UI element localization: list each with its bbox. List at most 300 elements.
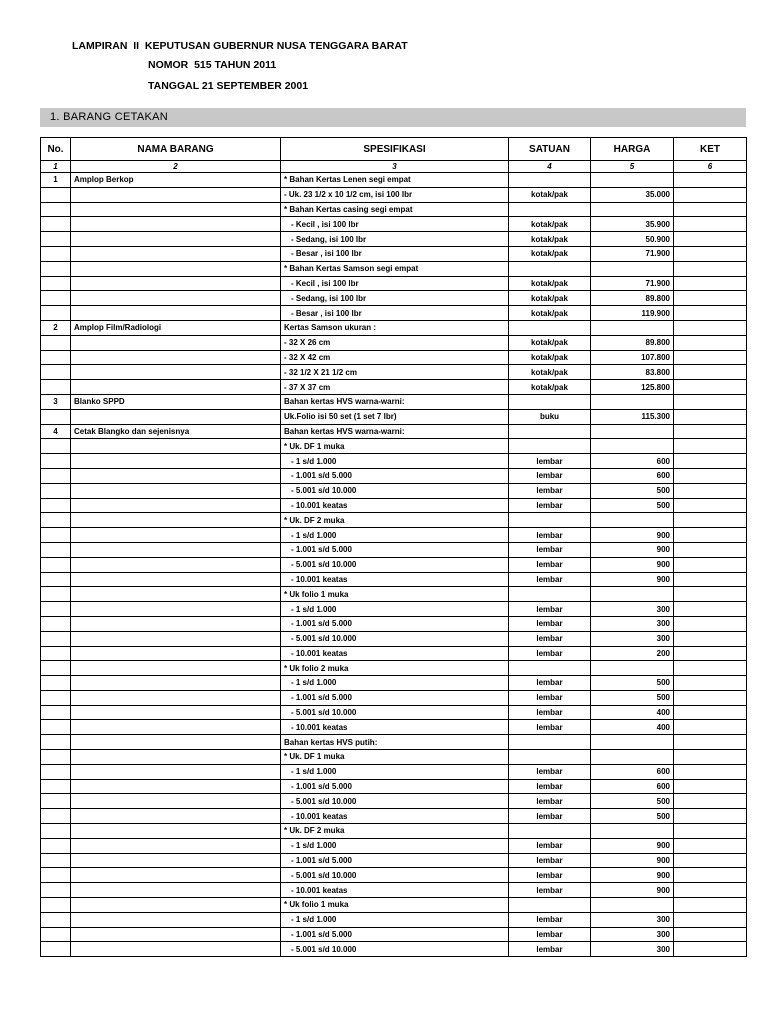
cell-harga: 900 (591, 853, 674, 868)
table-row (41, 513, 747, 528)
cell-harga: 300 (591, 631, 674, 646)
cell-nama-barang (71, 439, 281, 454)
table-row (41, 690, 747, 705)
cell-spesifikasi: - Kecil , isi 100 lbr (281, 217, 509, 232)
cell-harga: 500 (591, 794, 674, 809)
cell-nama-barang (71, 676, 281, 691)
cell-nama-barang (71, 468, 281, 483)
cell-spesifikasi: * Uk. DF 2 muka (281, 513, 509, 528)
cell-spesifikasi: - 5.001 s/d 10.000 (281, 631, 509, 646)
cell-harga: 400 (591, 705, 674, 720)
cell-satuan: lembar (509, 572, 591, 587)
cell-ket (674, 261, 747, 276)
cell-nama-barang (71, 202, 281, 217)
cell-no (41, 291, 71, 306)
cell-spesifikasi: - 1 s/d 1.000 (281, 528, 509, 543)
cell-satuan (509, 202, 591, 217)
cell-no (41, 690, 71, 705)
table-row (41, 483, 747, 498)
cell-spesifikasi: Kertas Samson ukuran : (281, 320, 509, 335)
cell-ket (674, 794, 747, 809)
col-number: 5 (591, 161, 674, 173)
cell-ket (674, 883, 747, 898)
cell-satuan: lembar (509, 794, 591, 809)
cell-spesifikasi: - 1.001 s/d 5.000 (281, 468, 509, 483)
cell-harga: 71.900 (591, 246, 674, 261)
cell-ket (674, 320, 747, 335)
cell-satuan (509, 824, 591, 839)
cell-nama-barang (71, 646, 281, 661)
cell-satuan: kotak/pak (509, 217, 591, 232)
cell-no (41, 602, 71, 617)
cell-satuan (509, 661, 591, 676)
header-line-1: LAMPIRAN II KEPUTUSAN GUBERNUR NUSA TENGGARA BARAT (72, 40, 408, 52)
cell-satuan: lembar (509, 483, 591, 498)
cell-harga: 300 (591, 602, 674, 617)
table-row (41, 424, 747, 439)
cell-no (41, 483, 71, 498)
cell-satuan: lembar (509, 631, 591, 646)
cell-no (41, 498, 71, 513)
cell-nama-barang (71, 261, 281, 276)
cell-nama-barang (71, 542, 281, 557)
cell-nama-barang (71, 528, 281, 543)
table-row (41, 350, 747, 365)
cell-harga: 900 (591, 572, 674, 587)
table-row (41, 173, 747, 188)
cell-no (41, 350, 71, 365)
cell-spesifikasi: - Sedang, isi 100 lbr (281, 291, 509, 306)
cell-satuan (509, 439, 591, 454)
table-row (41, 380, 747, 395)
cell-spesifikasi: - Uk. 23 1/2 x 10 1/2 cm, isi 100 lbr (281, 187, 509, 202)
cell-satuan: lembar (509, 705, 591, 720)
cell-spesifikasi: - 1.001 s/d 5.000 (281, 542, 509, 557)
table-row (41, 528, 747, 543)
cell-spesifikasi: * Uk. DF 1 muka (281, 750, 509, 765)
col-header-no: No. (41, 138, 71, 161)
cell-satuan: lembar (509, 676, 591, 691)
cell-harga: 300 (591, 912, 674, 927)
col-number: 4 (509, 161, 591, 173)
cell-no (41, 187, 71, 202)
table-row (41, 838, 747, 853)
cell-nama-barang (71, 291, 281, 306)
cell-harga: 300 (591, 942, 674, 957)
cell-no (41, 380, 71, 395)
cell-spesifikasi: - 1 s/d 1.000 (281, 676, 509, 691)
cell-nama-barang: Blanko SPPD (71, 394, 281, 409)
cell-harga: 500 (591, 809, 674, 824)
col-number: 2 (71, 161, 281, 173)
cell-spesifikasi: * Uk folio 1 muka (281, 587, 509, 602)
table-header-row (41, 138, 747, 161)
cell-no (41, 631, 71, 646)
cell-nama-barang (71, 927, 281, 942)
cell-no (41, 557, 71, 572)
cell-harga: 900 (591, 868, 674, 883)
cell-spesifikasi: - 10.001 keatas (281, 572, 509, 587)
table-row (41, 809, 747, 824)
cell-nama-barang (71, 794, 281, 809)
cell-nama-barang: Amplop Berkop (71, 173, 281, 188)
cell-satuan: kotak/pak (509, 276, 591, 291)
cell-spesifikasi: - 10.001 keatas (281, 720, 509, 735)
cell-spesifikasi: - 10.001 keatas (281, 646, 509, 661)
cell-satuan: lembar (509, 557, 591, 572)
cell-no (41, 261, 71, 276)
cell-satuan: lembar (509, 616, 591, 631)
cell-nama-barang (71, 838, 281, 853)
cell-ket (674, 365, 747, 380)
cell-ket (674, 202, 747, 217)
cell-nama-barang (71, 720, 281, 735)
cell-nama-barang (71, 750, 281, 765)
cell-satuan: lembar (509, 927, 591, 942)
cell-ket (674, 409, 747, 424)
cell-nama-barang (71, 616, 281, 631)
cell-no (41, 676, 71, 691)
cell-spesifikasi: Bahan kertas HVS warna-warni: (281, 424, 509, 439)
table-row (41, 232, 747, 247)
cell-spesifikasi: * Uk folio 1 muka (281, 898, 509, 913)
cell-nama-barang (71, 898, 281, 913)
cell-ket (674, 380, 747, 395)
col-header-nama-barang: NAMA BARANG (71, 138, 281, 161)
cell-no (41, 868, 71, 883)
cell-nama-barang (71, 498, 281, 513)
cell-satuan: lembar (509, 883, 591, 898)
cell-no: 4 (41, 424, 71, 439)
table-row (41, 676, 747, 691)
cell-spesifikasi: - 1.001 s/d 5.000 (281, 779, 509, 794)
table-row (41, 750, 747, 765)
cell-no (41, 513, 71, 528)
cell-harga: 200 (591, 646, 674, 661)
cell-nama-barang (71, 587, 281, 602)
cell-no (41, 853, 71, 868)
cell-ket (674, 232, 747, 247)
cell-satuan: lembar (509, 454, 591, 469)
cell-nama-barang (71, 454, 281, 469)
cell-nama-barang (71, 705, 281, 720)
cell-ket (674, 676, 747, 691)
table-row (41, 409, 747, 424)
cell-spesifikasi: - 1 s/d 1.000 (281, 454, 509, 469)
cell-satuan: kotak/pak (509, 335, 591, 350)
cell-spesifikasi: - 5.001 s/d 10.000 (281, 942, 509, 957)
cell-nama-barang: Cetak Blangko dan sejenisnya (71, 424, 281, 439)
cell-no (41, 750, 71, 765)
cell-satuan: buku (509, 409, 591, 424)
cell-spesifikasi: - 10.001 keatas (281, 883, 509, 898)
cell-satuan: kotak/pak (509, 350, 591, 365)
table-row (41, 942, 747, 957)
cell-ket (674, 439, 747, 454)
cell-no (41, 454, 71, 469)
cell-no (41, 616, 71, 631)
cell-harga (591, 661, 674, 676)
cell-satuan (509, 735, 591, 750)
col-header-ket: KET (674, 138, 747, 161)
col-number: 1 (41, 161, 71, 173)
cell-satuan: kotak/pak (509, 246, 591, 261)
header-line-2: NOMOR 515 TAHUN 2011 (148, 59, 277, 71)
cell-nama-barang (71, 631, 281, 646)
table-row (41, 320, 747, 335)
cell-satuan: lembar (509, 779, 591, 794)
cell-ket (674, 424, 747, 439)
cell-nama-barang (71, 350, 281, 365)
cell-no (41, 646, 71, 661)
table-row (41, 335, 747, 350)
cell-no (41, 409, 71, 424)
cell-nama-barang (71, 572, 281, 587)
cell-ket (674, 912, 747, 927)
cell-ket (674, 454, 747, 469)
cell-spesifikasi: - 1 s/d 1.000 (281, 912, 509, 927)
cell-nama-barang (71, 483, 281, 498)
cell-spesifikasi: - 1.001 s/d 5.000 (281, 927, 509, 942)
cell-no (41, 764, 71, 779)
cell-spesifikasi: - 5.001 s/d 10.000 (281, 483, 509, 498)
table-row (41, 779, 747, 794)
cell-ket (674, 335, 747, 350)
cell-harga (591, 261, 674, 276)
cell-nama-barang (71, 942, 281, 957)
cell-satuan: lembar (509, 498, 591, 513)
cell-nama-barang (71, 661, 281, 676)
cell-no (41, 246, 71, 261)
cell-ket (674, 587, 747, 602)
table-row (41, 705, 747, 720)
cell-harga: 900 (591, 542, 674, 557)
cell-no (41, 735, 71, 750)
cell-ket (674, 483, 747, 498)
cell-harga: 400 (591, 720, 674, 735)
cell-harga: 500 (591, 483, 674, 498)
table-row (41, 912, 747, 927)
cell-satuan: kotak/pak (509, 232, 591, 247)
cell-spesifikasi: - 32 X 42 cm (281, 350, 509, 365)
cell-nama-barang (71, 306, 281, 321)
cell-harga: 600 (591, 779, 674, 794)
cell-ket (674, 246, 747, 261)
cell-harga (591, 320, 674, 335)
cell-spesifikasi: - 1 s/d 1.000 (281, 602, 509, 617)
cell-satuan: kotak/pak (509, 380, 591, 395)
table-row (41, 187, 747, 202)
cell-spesifikasi: * Bahan Kertas casing segi empat (281, 202, 509, 217)
cell-ket (674, 661, 747, 676)
cell-no (41, 883, 71, 898)
table-row (41, 824, 747, 839)
table-row (41, 883, 747, 898)
cell-ket (674, 602, 747, 617)
col-number: 3 (281, 161, 509, 173)
cell-ket (674, 720, 747, 735)
cell-no (41, 942, 71, 957)
cell-no: 3 (41, 394, 71, 409)
cell-nama-barang (71, 557, 281, 572)
cell-harga: 35.000 (591, 187, 674, 202)
cell-spesifikasi: - 1.001 s/d 5.000 (281, 690, 509, 705)
cell-no (41, 528, 71, 543)
cell-harga: 900 (591, 557, 674, 572)
cell-harga: 119.900 (591, 306, 674, 321)
cell-harga (591, 750, 674, 765)
table-row (41, 246, 747, 261)
cell-harga: 900 (591, 883, 674, 898)
table-row (41, 306, 747, 321)
cell-satuan (509, 261, 591, 276)
cell-harga: 107.800 (591, 350, 674, 365)
cell-no (41, 661, 71, 676)
cell-harga: 600 (591, 468, 674, 483)
cell-no (41, 705, 71, 720)
cell-nama-barang (71, 335, 281, 350)
cell-harga (591, 824, 674, 839)
cell-spesifikasi: - 1 s/d 1.000 (281, 838, 509, 853)
cell-harga: 89.800 (591, 291, 674, 306)
cell-nama-barang (71, 764, 281, 779)
cell-nama-barang (71, 853, 281, 868)
cell-no (41, 542, 71, 557)
table-row (41, 202, 747, 217)
table-row (41, 764, 747, 779)
cell-ket (674, 838, 747, 853)
cell-nama-barang (71, 690, 281, 705)
cell-ket (674, 735, 747, 750)
table-row (41, 261, 747, 276)
table-row (41, 616, 747, 631)
cell-harga (591, 587, 674, 602)
table-row (41, 468, 747, 483)
cell-harga (591, 439, 674, 454)
cell-ket (674, 187, 747, 202)
cell-ket (674, 306, 747, 321)
cell-no (41, 809, 71, 824)
cell-satuan: lembar (509, 720, 591, 735)
cell-ket (674, 498, 747, 513)
cell-ket (674, 217, 747, 232)
cell-no (41, 720, 71, 735)
cell-ket (674, 942, 747, 957)
col-header-harga: HARGA (591, 138, 674, 161)
cell-ket (674, 868, 747, 883)
cell-ket (674, 350, 747, 365)
cell-spesifikasi: * Bahan Kertas Lenen segi empat (281, 173, 509, 188)
cell-harga (591, 513, 674, 528)
cell-satuan (509, 750, 591, 765)
cell-spesifikasi: - 5.001 s/d 10.000 (281, 868, 509, 883)
cell-nama-barang (71, 217, 281, 232)
table-row (41, 394, 747, 409)
cell-harga: 500 (591, 498, 674, 513)
cell-ket (674, 557, 747, 572)
cell-nama-barang (71, 187, 281, 202)
cell-nama-barang (71, 513, 281, 528)
cell-no (41, 468, 71, 483)
cell-no (41, 202, 71, 217)
cell-ket (674, 898, 747, 913)
cell-satuan: lembar (509, 468, 591, 483)
cell-nama-barang (71, 380, 281, 395)
cell-no (41, 439, 71, 454)
cell-spesifikasi: - 1.001 s/d 5.000 (281, 616, 509, 631)
cell-nama-barang (71, 912, 281, 927)
table-row (41, 720, 747, 735)
cell-spesifikasi: Bahan kertas HVS putih: (281, 735, 509, 750)
table-row (41, 631, 747, 646)
cell-ket (674, 824, 747, 839)
cell-satuan: lembar (509, 542, 591, 557)
cell-harga (591, 394, 674, 409)
cell-satuan: kotak/pak (509, 365, 591, 380)
cell-nama-barang: Amplop Film/Radiologi (71, 320, 281, 335)
cell-no: 1 (41, 173, 71, 188)
cell-nama-barang (71, 602, 281, 617)
cell-satuan (509, 424, 591, 439)
table-row (41, 868, 747, 883)
cell-no (41, 217, 71, 232)
cell-no (41, 779, 71, 794)
cell-spesifikasi: - 5.001 s/d 10.000 (281, 794, 509, 809)
table-row (41, 572, 747, 587)
cell-ket (674, 927, 747, 942)
cell-satuan (509, 587, 591, 602)
cell-harga: 50.900 (591, 232, 674, 247)
cell-satuan: lembar (509, 646, 591, 661)
cell-satuan: kotak/pak (509, 187, 591, 202)
cell-satuan (509, 173, 591, 188)
cell-no (41, 365, 71, 380)
section-title: 1. BARANG CETAKAN (50, 111, 168, 123)
table-row (41, 794, 747, 809)
cell-no (41, 306, 71, 321)
cell-no (41, 335, 71, 350)
cell-satuan (509, 898, 591, 913)
cell-spesifikasi: - 32 X 26 cm (281, 335, 509, 350)
cell-ket (674, 394, 747, 409)
cell-satuan: lembar (509, 838, 591, 853)
cell-nama-barang (71, 276, 281, 291)
cell-spesifikasi: - Kecil , isi 100 lbr (281, 276, 509, 291)
cell-spesifikasi: - 32 1/2 X 21 1/2 cm (281, 365, 509, 380)
col-header-spesifikasi: SPESIFIKASI (281, 138, 509, 161)
cell-spesifikasi: - 10.001 keatas (281, 498, 509, 513)
section-title-bar (40, 108, 746, 127)
cell-spesifikasi: * Uk. DF 1 muka (281, 439, 509, 454)
cell-ket (674, 572, 747, 587)
cell-nama-barang (71, 868, 281, 883)
cell-harga: 600 (591, 454, 674, 469)
cell-ket (674, 779, 747, 794)
cell-harga: 500 (591, 676, 674, 691)
cell-harga: 900 (591, 838, 674, 853)
cell-satuan: lembar (509, 853, 591, 868)
cell-no: 2 (41, 320, 71, 335)
cell-ket (674, 616, 747, 631)
cell-ket (674, 173, 747, 188)
table-row (41, 217, 747, 232)
cell-spesifikasi: * Uk. DF 2 muka (281, 824, 509, 839)
cell-nama-barang (71, 735, 281, 750)
cell-satuan: lembar (509, 942, 591, 957)
cell-harga (591, 173, 674, 188)
cell-nama-barang (71, 232, 281, 247)
cell-satuan (509, 394, 591, 409)
